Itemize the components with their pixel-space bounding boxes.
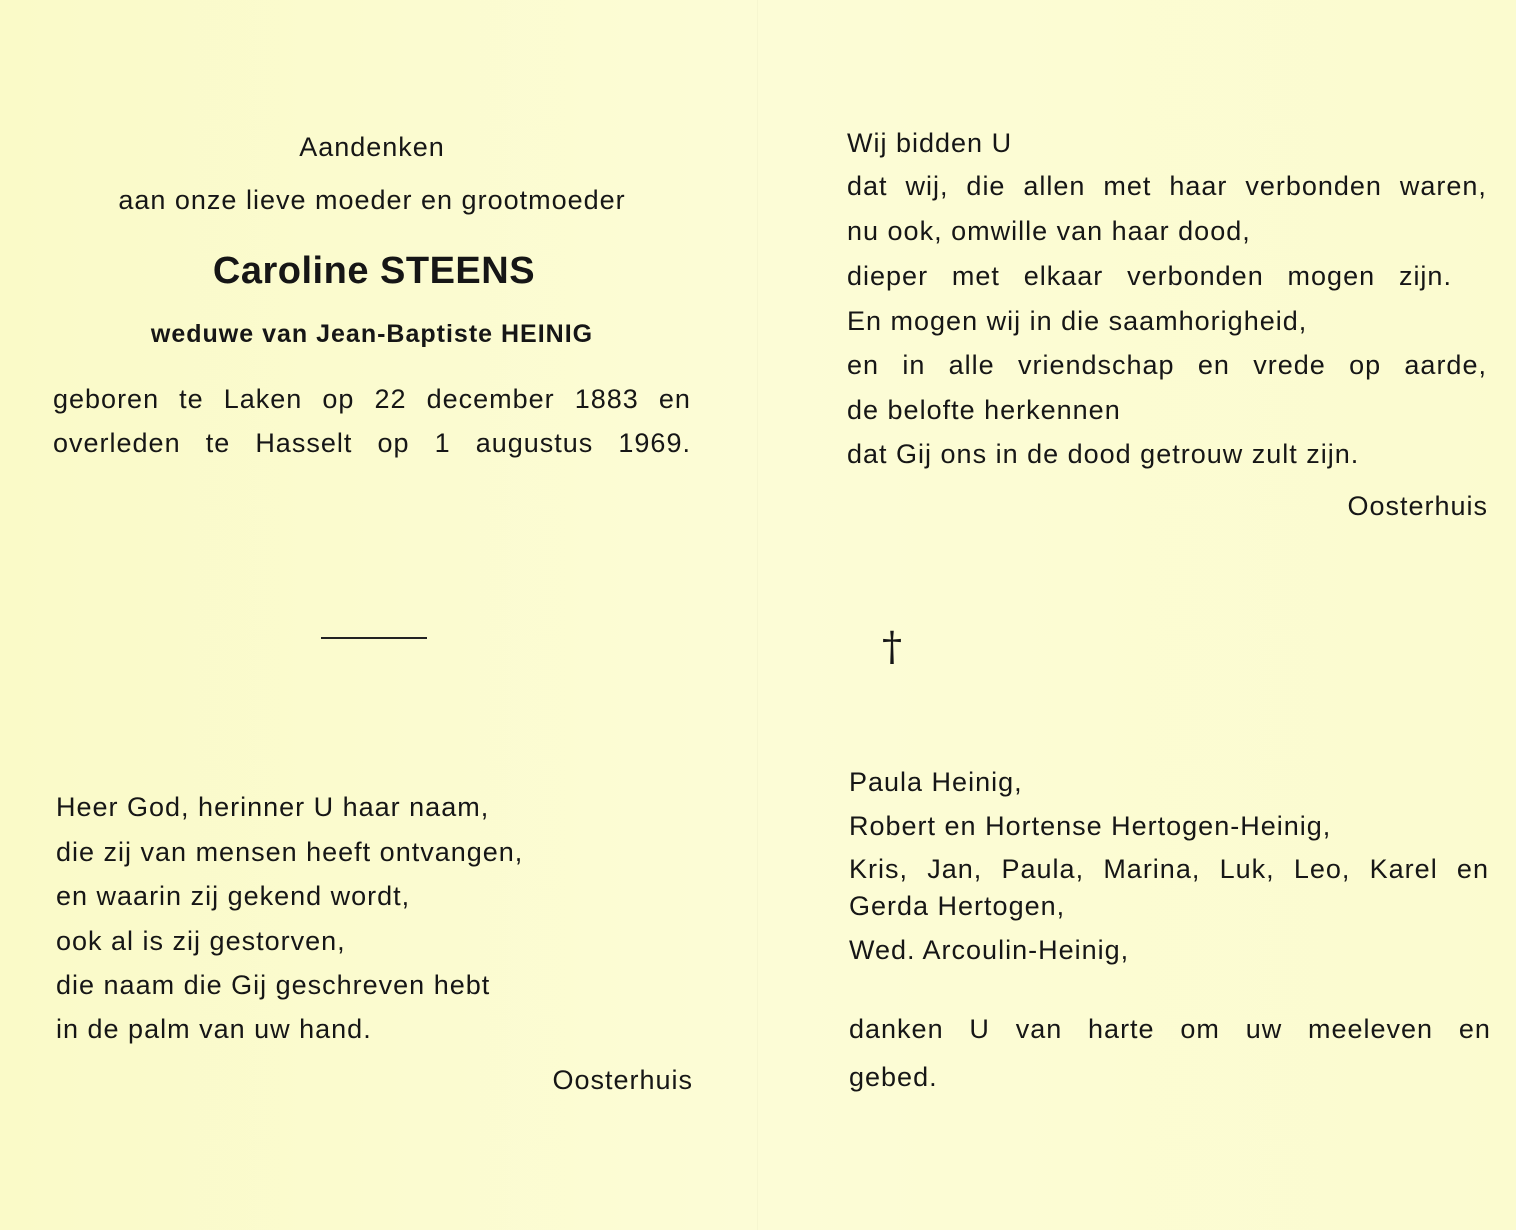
word: 1	[434, 428, 451, 458]
poem-author: Oosterhuis	[552, 1065, 693, 1095]
word: waren,	[1399, 171, 1487, 201]
word: vriendschap	[1017, 350, 1175, 380]
prayer-line: dat Gij ons in de dood getrouw zult zijn.	[847, 439, 1360, 469]
word: van	[1015, 1014, 1063, 1044]
thanks-line: gebed.	[849, 1062, 938, 1092]
word: zijn.	[1398, 261, 1452, 291]
prayer-line: Wij bidden U	[847, 128, 1013, 158]
word: aarde,	[1404, 350, 1487, 380]
word: 1883	[574, 384, 639, 414]
word: te	[205, 428, 231, 458]
word: Luk,	[1219, 854, 1275, 884]
family-line: Wed. Arcoulin-Heinig,	[849, 935, 1130, 965]
word: dat	[847, 171, 888, 201]
word: mogen	[1287, 261, 1376, 291]
word: en	[658, 384, 691, 414]
word: Kris,	[849, 854, 908, 884]
prayer-line: de belofte herkennen	[847, 395, 1121, 425]
word: met	[1103, 171, 1152, 201]
poem-line: die zij van mensen heeft ontvangen,	[56, 837, 524, 867]
family-line: Paula Heinig,	[849, 767, 1023, 797]
word: met	[951, 261, 1000, 291]
poem-line: ook al is zij gestorven,	[56, 926, 346, 956]
word: op	[322, 384, 355, 414]
word: verbonden	[1127, 261, 1264, 291]
word: en	[1197, 350, 1230, 380]
word: dieper	[847, 261, 929, 291]
word: alle	[948, 350, 995, 380]
birth-line	[53, 383, 691, 415]
death-line	[53, 427, 691, 459]
cross-icon: †	[882, 624, 902, 670]
word: in	[902, 350, 926, 380]
word: wij,	[905, 171, 949, 201]
word: op	[1349, 350, 1382, 380]
word: U	[969, 1014, 990, 1044]
word: december	[426, 384, 555, 414]
prayer-line	[847, 260, 1452, 292]
word: te	[179, 384, 204, 414]
word: uw	[1245, 1014, 1283, 1044]
word: Laken	[223, 384, 303, 414]
word: Leo,	[1293, 854, 1351, 884]
word: haar	[1169, 171, 1228, 201]
word: 1969.	[618, 428, 691, 458]
word: harte	[1088, 1014, 1155, 1044]
word: verbonden	[1245, 171, 1382, 201]
word: die	[966, 171, 1006, 201]
word: Jan,	[927, 854, 983, 884]
word: en	[847, 350, 880, 380]
word: 22	[374, 384, 407, 414]
word: Karel	[1369, 854, 1438, 884]
prayer-author: Oosterhuis	[1347, 491, 1488, 521]
prayer-line	[847, 349, 1487, 381]
divider-rule	[321, 637, 427, 639]
prayer-line: nu ook, omwille van haar dood,	[847, 216, 1251, 246]
prayer-line: En mogen wij in die saamhorigheid,	[847, 306, 1308, 336]
family-line: Gerda Hertogen,	[849, 891, 1066, 921]
word: op	[377, 428, 410, 458]
word: overleden	[53, 428, 181, 458]
word: geboren	[53, 384, 160, 414]
family-line	[849, 853, 1489, 885]
poem-line: en waarin zij gekend wordt,	[56, 881, 411, 911]
word: Paula,	[1001, 854, 1085, 884]
word: allen	[1023, 171, 1086, 201]
poem-line: die naam die Gij geschreven hebt	[56, 970, 491, 1000]
deceased-name: Caroline STEENS	[212, 250, 536, 292]
word: danken	[849, 1014, 944, 1044]
word: meeleven	[1308, 1014, 1434, 1044]
prayer-line	[847, 170, 1487, 202]
word: om	[1180, 1014, 1220, 1044]
word: Marina,	[1103, 854, 1201, 884]
family-line: Robert en Hortense Hertogen-Heinig,	[849, 811, 1332, 841]
widow-of: weduwe van Jean-Baptiste HEINIG	[150, 320, 594, 348]
word: augustus	[475, 428, 594, 458]
thanks-line	[849, 1013, 1491, 1045]
poem-line: in de palm van uw hand.	[56, 1014, 372, 1044]
word: vrede	[1253, 350, 1326, 380]
word: en	[1458, 1014, 1491, 1044]
word: Hasselt	[255, 428, 353, 458]
poem-line: Heer God, herinner U haar naam,	[56, 792, 490, 822]
word: en	[1456, 854, 1489, 884]
heading: Aandenken	[299, 132, 445, 162]
dedication: aan onze lieve moeder en grootmoeder	[118, 185, 626, 215]
card-fold	[757, 0, 758, 1230]
word: elkaar	[1023, 261, 1104, 291]
